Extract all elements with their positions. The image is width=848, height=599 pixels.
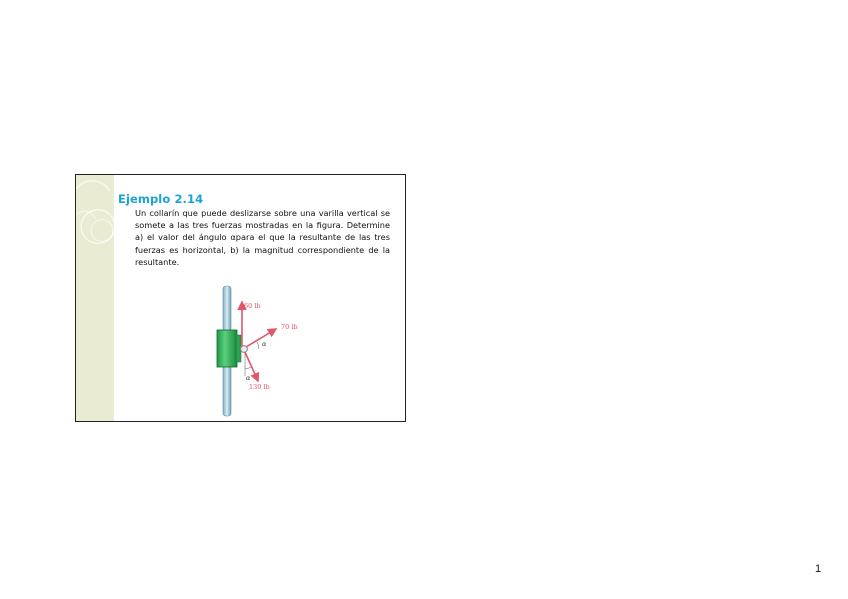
- angle-label-alpha-upper: α: [262, 340, 267, 348]
- slide-title: Ejemplo 2.14: [118, 192, 204, 206]
- force-arrow-70lb: [246, 329, 276, 347]
- force-label-70lb: 70 lb: [281, 323, 298, 331]
- problem-statement: Un collarín que puede deslizarse sobre una varilla vertical se somete a las tres fuerzas mostradas en la figura. Determine a) el valor del ángulo αpara el que la resultante de las tres fuerzas es horizontal, b) la magnitud correspondiente de la resultante.: [135, 208, 390, 267]
- force-label-130lb: 130 lb: [249, 383, 270, 391]
- angle-arc-upper: [257, 342, 259, 349]
- collar: [217, 330, 237, 367]
- page-number: 1: [815, 563, 822, 575]
- force-label-60lb: 60 lb: [244, 302, 261, 310]
- angle-arc-lower: [245, 367, 251, 369]
- collar-force-diagram: [76, 175, 406, 422]
- slide-thumbnail: [75, 174, 406, 422]
- angle-label-alpha-lower: α: [246, 374, 251, 382]
